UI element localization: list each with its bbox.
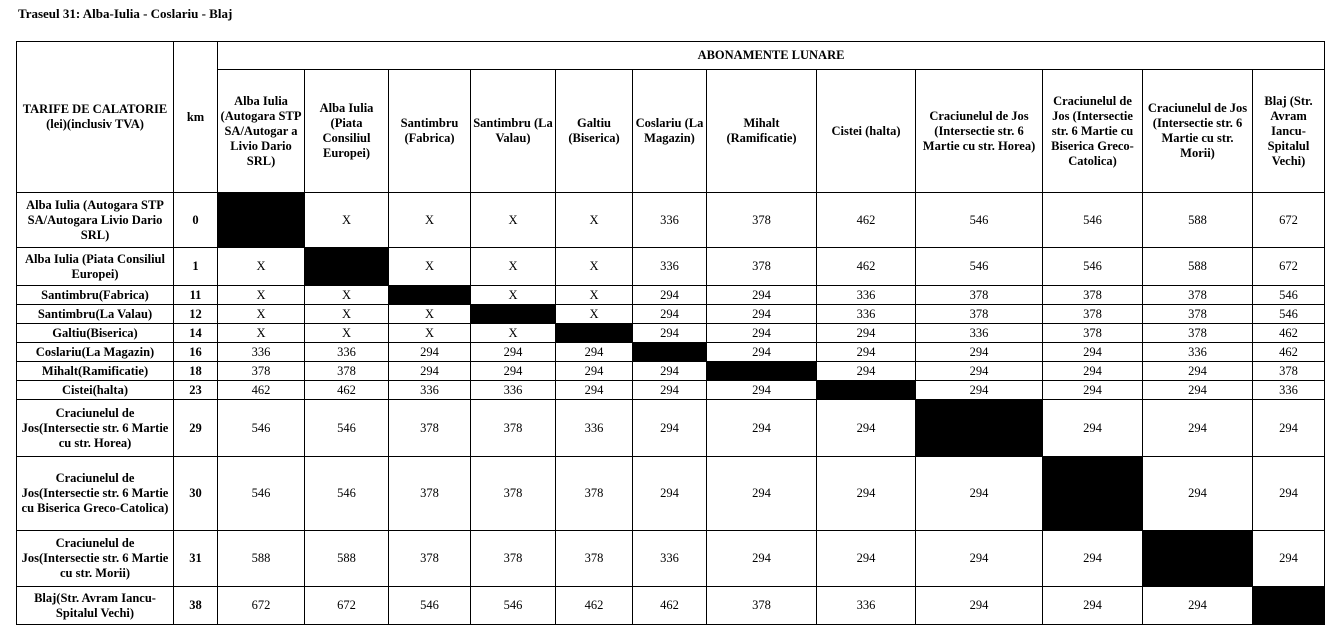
fare-cell: 294	[1043, 343, 1143, 362]
fare-cell: 672	[305, 587, 389, 625]
fare-cell: X	[389, 305, 471, 324]
table-row	[17, 343, 1325, 362]
fare-table-body	[17, 193, 1325, 625]
km-header-cell: km	[174, 42, 218, 193]
fare-cell: 672	[1253, 193, 1325, 248]
fare-cell: X	[389, 324, 471, 343]
fare-cell: 294	[633, 324, 707, 343]
blocked-cell	[556, 324, 633, 343]
fare-cell: 294	[633, 286, 707, 305]
fare-cell: 378	[1253, 362, 1325, 381]
fare-cell: X	[218, 324, 305, 343]
fare-cell: 546	[218, 400, 305, 457]
fare-cell: 294	[556, 362, 633, 381]
fare-cell: 336	[916, 324, 1043, 343]
column-header: Blaj (Str. Avram Iancu-Spitalul Vechi)	[1253, 70, 1325, 193]
row-km: 29	[174, 400, 218, 457]
table-row	[17, 587, 1325, 625]
fare-cell: 294	[1143, 400, 1253, 457]
row-station-name: Cistei(halta)	[17, 381, 174, 400]
table-row	[17, 400, 1325, 457]
fare-cell: 462	[1253, 343, 1325, 362]
row-km: 1	[174, 248, 218, 286]
fare-cell: 588	[1143, 248, 1253, 286]
fare-cell: 546	[1043, 248, 1143, 286]
fare-cell: 294	[817, 457, 916, 531]
table-row	[17, 286, 1325, 305]
column-header: Alba Iulia (Piata Consiliul Europei)	[305, 70, 389, 193]
fare-cell: X	[471, 324, 556, 343]
fare-cell: 336	[389, 381, 471, 400]
row-station-name: Galtiu(Biserica)	[17, 324, 174, 343]
fare-table	[16, 41, 1325, 625]
fare-cell: 462	[556, 587, 633, 625]
fare-cell: 294	[817, 400, 916, 457]
document-title: Traseul 31: Alba-Iulia - Coslariu - Blaj	[18, 6, 233, 21]
fare-cell: 294	[633, 457, 707, 531]
fare-cell: 294	[389, 362, 471, 381]
fare-cell: X	[218, 305, 305, 324]
fare-cell: 294	[916, 531, 1043, 587]
fare-cell: 462	[218, 381, 305, 400]
row-station-name: Santimbru(La Valau)	[17, 305, 174, 324]
row-km: 38	[174, 587, 218, 625]
fare-cell: X	[218, 248, 305, 286]
fare-cell: 546	[916, 248, 1043, 286]
row-km: 11	[174, 286, 218, 305]
blocked-cell	[707, 362, 817, 381]
fare-cell: 294	[1043, 531, 1143, 587]
fare-cell: 294	[633, 362, 707, 381]
fare-cell: 462	[817, 193, 916, 248]
fare-cell: 378	[916, 286, 1043, 305]
fare-cell: 294	[1043, 362, 1143, 381]
fare-cell: 378	[556, 457, 633, 531]
column-header: Craciunelul de Jos (Intersectie str. 6 Martie cu str. Morii)	[1143, 70, 1253, 193]
fare-cell: 294	[707, 324, 817, 343]
row-km: 12	[174, 305, 218, 324]
table-row	[17, 381, 1325, 400]
group-header-cell: ABONAMENTE LUNARE	[218, 42, 1325, 70]
fare-cell: 294	[1253, 457, 1325, 531]
fare-cell: 378	[1143, 305, 1253, 324]
fare-cell: 294	[633, 381, 707, 400]
fare-cell: 378	[389, 400, 471, 457]
fare-cell: 588	[305, 531, 389, 587]
fare-cell: 294	[1143, 381, 1253, 400]
column-header: Alba Iulia (Autogara STP SA/Autogar a Livio Dario SRL)	[218, 70, 305, 193]
row-km: 18	[174, 362, 218, 381]
fare-cell: 336	[633, 248, 707, 286]
row-km: 14	[174, 324, 218, 343]
fare-cell: X	[556, 305, 633, 324]
fare-cell: X	[305, 305, 389, 324]
fare-cell: 546	[916, 193, 1043, 248]
fare-cell: 378	[707, 193, 817, 248]
fare-cell: 588	[218, 531, 305, 587]
column-header: Mihalt (Ramificatie)	[707, 70, 817, 193]
fare-cell: 336	[1143, 343, 1253, 362]
row-station-name: Santimbru(Fabrica)	[17, 286, 174, 305]
fare-cell: 378	[471, 400, 556, 457]
blocked-cell	[218, 193, 305, 248]
fare-cell: 294	[916, 343, 1043, 362]
fare-cell: 546	[1043, 193, 1143, 248]
column-header: Galtiu (Biserica)	[556, 70, 633, 193]
fare-cell: 462	[633, 587, 707, 625]
fare-cell: 588	[1143, 193, 1253, 248]
row-km: 30	[174, 457, 218, 531]
column-header: Coslariu (La Magazin)	[633, 70, 707, 193]
fare-cell: 294	[916, 457, 1043, 531]
blocked-cell	[389, 286, 471, 305]
fare-cell: 336	[1253, 381, 1325, 400]
fare-cell: 378	[556, 531, 633, 587]
fare-cell: 378	[389, 531, 471, 587]
fare-cell: X	[218, 286, 305, 305]
fare-cell: 336	[556, 400, 633, 457]
fare-cell: X	[471, 286, 556, 305]
fare-cell: X	[305, 324, 389, 343]
fare-cell: 294	[1253, 400, 1325, 457]
fare-cell: 378	[707, 587, 817, 625]
fare-cell: 462	[817, 248, 916, 286]
fare-cell: 336	[471, 381, 556, 400]
blocked-cell	[633, 343, 707, 362]
fare-cell: 294	[556, 343, 633, 362]
fare-cell: 294	[916, 587, 1043, 625]
fare-cell: 378	[1143, 286, 1253, 305]
fare-cell: 378	[707, 248, 817, 286]
fare-cell: 294	[1043, 400, 1143, 457]
fare-cell: 378	[1043, 305, 1143, 324]
column-header: Craciunelul de Jos (Intersectie str. 6 Martie cu Biserica Greco-Catolica)	[1043, 70, 1143, 193]
fare-cell: 294	[817, 324, 916, 343]
fare-cell: 336	[305, 343, 389, 362]
fare-cell: 294	[471, 362, 556, 381]
fare-cell: 294	[817, 531, 916, 587]
row-km: 0	[174, 193, 218, 248]
row-station-name: Mihalt(Ramificatie)	[17, 362, 174, 381]
row-station-name: Craciunelul de Jos(Intersectie str. 6 Martie cu str. Horea)	[17, 400, 174, 457]
fare-cell: 462	[1253, 324, 1325, 343]
blocked-cell	[305, 248, 389, 286]
fare-cell: 294	[707, 531, 817, 587]
fare-cell: 546	[1253, 286, 1325, 305]
fare-cell: 294	[817, 362, 916, 381]
blocked-cell	[471, 305, 556, 324]
row-station-name: Craciunelul de Jos(Intersectie str. 6 Martie cu Biserica Greco-Catolica)	[17, 457, 174, 531]
fare-cell: X	[556, 193, 633, 248]
table-row	[17, 362, 1325, 381]
column-header: Santimbru (La Valau)	[471, 70, 556, 193]
fare-cell: X	[556, 248, 633, 286]
fare-cell: 378	[1043, 286, 1143, 305]
fare-cell: 294	[916, 362, 1043, 381]
fare-cell: 294	[707, 343, 817, 362]
table-row	[17, 457, 1325, 531]
fare-cell: X	[389, 248, 471, 286]
fare-cell: 672	[218, 587, 305, 625]
fare-cell: 294	[817, 343, 916, 362]
fare-cell: 378	[218, 362, 305, 381]
fare-cell: 336	[633, 531, 707, 587]
column-header: Cistei (halta)	[817, 70, 916, 193]
row-km: 31	[174, 531, 218, 587]
fare-cell: 336	[218, 343, 305, 362]
fare-cell: X	[556, 286, 633, 305]
fare-cell: X	[471, 193, 556, 248]
fare-cell: X	[305, 193, 389, 248]
blocked-cell	[1043, 457, 1143, 531]
fare-cell: 546	[218, 457, 305, 531]
fare-cell: 294	[707, 457, 817, 531]
fare-cell: 378	[1143, 324, 1253, 343]
fare-cell: 294	[1143, 457, 1253, 531]
fare-cell: 546	[305, 400, 389, 457]
fare-cell: 294	[633, 400, 707, 457]
table-row	[17, 305, 1325, 324]
fare-cell: 462	[305, 381, 389, 400]
table-row	[17, 531, 1325, 587]
fare-cell: 336	[633, 193, 707, 248]
table-row	[17, 193, 1325, 248]
fare-cell: 294	[707, 286, 817, 305]
fare-cell: 378	[471, 531, 556, 587]
fare-cell: X	[305, 286, 389, 305]
fare-cell: 546	[471, 587, 556, 625]
fare-cell: 294	[471, 343, 556, 362]
row-km: 23	[174, 381, 218, 400]
blocked-cell	[916, 400, 1043, 457]
fare-cell: X	[471, 248, 556, 286]
fare-cell: 546	[1253, 305, 1325, 324]
fare-cell: 672	[1253, 248, 1325, 286]
column-header: Craciunelul de Jos (Intersectie str. 6 Martie cu str. Horea)	[916, 70, 1043, 193]
fare-cell: 546	[305, 457, 389, 531]
row-station-name: Coslariu(La Magazin)	[17, 343, 174, 362]
blocked-cell	[1143, 531, 1253, 587]
fare-cell: 336	[817, 286, 916, 305]
fare-cell: 294	[1043, 587, 1143, 625]
fare-cell: 378	[389, 457, 471, 531]
fare-cell: 378	[1043, 324, 1143, 343]
fare-cell: 294	[1143, 587, 1253, 625]
fare-cell: X	[389, 193, 471, 248]
fares-header-cell: TARIFE DE CALATORIE (lei)(inclusiv TVA)	[17, 42, 174, 193]
column-header: Santimbru (Fabrica)	[389, 70, 471, 193]
blocked-cell	[817, 381, 916, 400]
fare-cell: 378	[305, 362, 389, 381]
fare-cell: 294	[707, 381, 817, 400]
fare-cell: 336	[817, 305, 916, 324]
blocked-cell	[1253, 587, 1325, 625]
fare-cell: 294	[633, 305, 707, 324]
row-station-name: Alba Iulia (Piata Consiliul Europei)	[17, 248, 174, 286]
fare-cell: 294	[389, 343, 471, 362]
fare-cell: 336	[817, 587, 916, 625]
fare-cell: 294	[916, 381, 1043, 400]
table-row	[17, 324, 1325, 343]
fare-cell: 294	[707, 305, 817, 324]
fare-cell: 294	[1143, 362, 1253, 381]
row-station-name: Blaj(Str. Avram Iancu-Spitalul Vechi)	[17, 587, 174, 625]
fare-cell: 378	[916, 305, 1043, 324]
fare-cell: 546	[389, 587, 471, 625]
fare-cell: 294	[556, 381, 633, 400]
table-row	[17, 248, 1325, 286]
fare-cell: 378	[471, 457, 556, 531]
fare-cell: 294	[1043, 381, 1143, 400]
fare-cell: 294	[707, 400, 817, 457]
row-km: 16	[174, 343, 218, 362]
row-station-name: Alba Iulia (Autogara STP SA/Autogara Livio Dario SRL)	[17, 193, 174, 248]
row-station-name: Craciunelul de Jos(Intersectie str. 6 Martie cu str. Morii)	[17, 531, 174, 587]
fare-cell: 294	[1253, 531, 1325, 587]
